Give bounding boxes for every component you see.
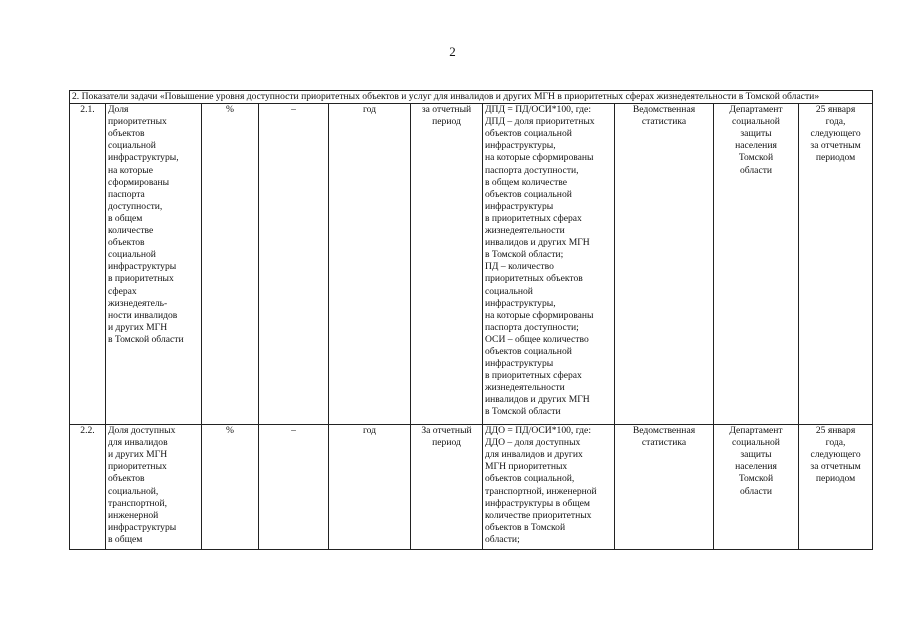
row-number: 2.2. bbox=[70, 425, 106, 550]
section-header-row bbox=[70, 91, 873, 104]
dash-cell: – bbox=[259, 104, 329, 425]
responsible-cell: Департамент социальной защиты населения Томской области bbox=[714, 104, 799, 425]
unit-cell: % bbox=[202, 104, 259, 425]
unit-cell: % bbox=[202, 425, 259, 550]
row-number: 2.1. bbox=[70, 104, 106, 425]
period-cell: за отчетный период bbox=[411, 104, 483, 425]
section-title: 2. Показатели задачи «Повышение уровня доступности приоритетных объектов и услуг для инвалидов и других МГН в приоритетных сферах жизнедеятельности в Томской области» bbox=[70, 91, 873, 104]
indicator-name: Доля доступных для инвалидов и других МГН приоритетных объектов социальной, транспортной, инженерной инфраструктуры в общем bbox=[106, 425, 202, 550]
periodicity-cell: год bbox=[329, 425, 411, 550]
source-cell: Ведомственная статистика bbox=[615, 425, 714, 550]
formula-cell: ДДО = ПД/ОСИ*100, где: ДДО – доля доступных для инвалидов и других МГН приоритетных объектов социальной, транспортной, инженерной инфраструктуры в общем количестве приоритетных объектов в Томской области; bbox=[483, 425, 615, 550]
deadline-cell: 25 января года, следующего за отчетным периодом bbox=[799, 425, 873, 550]
table-row bbox=[70, 425, 873, 550]
responsible-cell: Департамент социальной защиты населения Томской области bbox=[714, 425, 799, 550]
page-number: 2 bbox=[449, 44, 456, 59]
period-cell: За отчетный период bbox=[411, 425, 483, 550]
table-row bbox=[70, 104, 873, 425]
periodicity-cell: год bbox=[329, 104, 411, 425]
indicator-name: Доля приоритетных объектов социальной инфраструктуры, на которые сформированы паспорта доступности, в общем количестве объектов социальной инфраструктуры в приоритетных сферах жизнедеятель- ности инвалидов и других МГН в Томской области bbox=[106, 104, 202, 425]
deadline-cell: 25 января года, следующего за отчетным периодом bbox=[799, 104, 873, 425]
dash-cell: – bbox=[259, 425, 329, 550]
indicators-table bbox=[69, 90, 873, 550]
source-cell: Ведомственная статистика bbox=[615, 104, 714, 425]
formula-cell: ДПД = ПД/ОСИ*100, где: ДПД – доля приоритетных объектов социальной инфраструктуры, на которые сформированы паспорта доступности, в общем количестве объектов социальной инфраструктуры в приоритетных сферах жизнедеятельности инвалидов и других МГН в Томской области; ПД – количество приоритетных объектов социальной инфраструктуры, на которые сформированы паспорта доступности; ОСИ – общее количество объектов социальной инфраструктуры в приоритетных сферах жизнедеятельности инвалидов и других МГН в Томской области bbox=[483, 104, 615, 425]
